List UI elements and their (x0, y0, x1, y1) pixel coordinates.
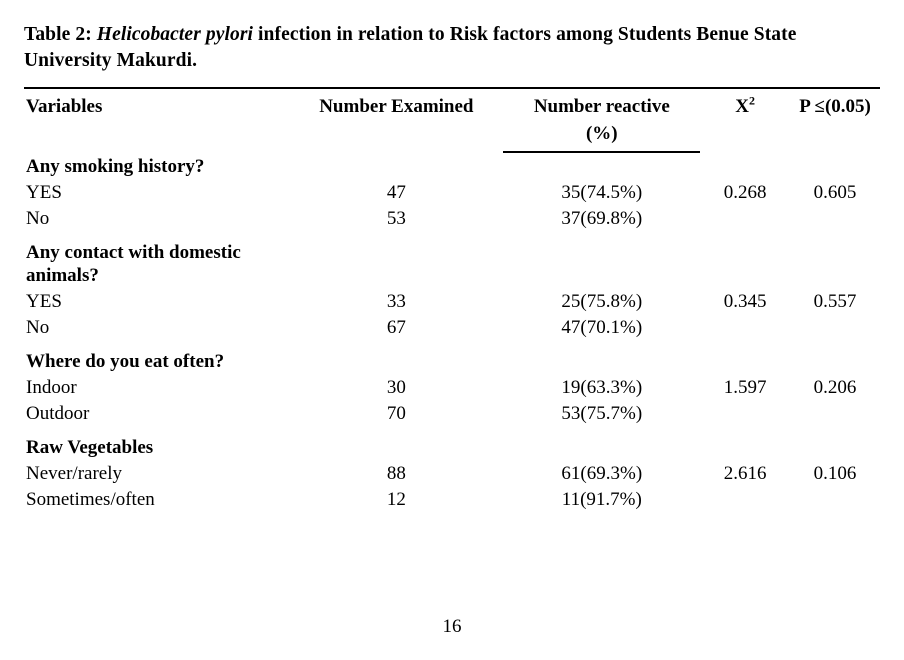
group-spacer (503, 232, 700, 289)
row-variable: Sometimes/often (26, 489, 155, 511)
group-spacer (503, 341, 700, 375)
risk-factors-table (24, 87, 880, 513)
row-p-value (790, 206, 880, 232)
row-p-value (790, 401, 880, 427)
row-reactive: 37(69.8%) (561, 208, 643, 230)
group-spacer (700, 152, 790, 180)
group-title-raw-vegetables: Raw Vegetables (26, 437, 154, 459)
group-title-domestic-animals: Any contact with domestic animals? (26, 242, 241, 286)
column-header-number-reactive-sub: (%) (503, 123, 700, 152)
group-title-smoking: Any smoking history? (26, 156, 205, 178)
row-chi-square: 2.616 (723, 463, 767, 485)
caption-rest: infection in relation to Risk factors among Students Benue State University Makurdi. (24, 24, 797, 71)
row-p-value: 0.605 (813, 182, 857, 204)
row-chi-square: 1.597 (723, 377, 767, 399)
group-spacer (289, 427, 503, 461)
row-examined: 33 (386, 291, 406, 313)
row-examined: 88 (386, 463, 406, 485)
group-spacer (289, 232, 503, 289)
table-body (24, 152, 880, 513)
row-examined: 70 (386, 403, 406, 425)
row-examined: 67 (386, 317, 406, 339)
row-reactive: 19(63.3%) (561, 377, 643, 399)
column-header-p-value: P ≤(0.05) (790, 88, 880, 152)
row-variable: YES (26, 291, 62, 313)
column-header-number-reactive: Number reactive (503, 88, 700, 123)
row-examined: 47 (386, 182, 406, 204)
group-spacer (790, 232, 880, 289)
table-row (24, 487, 880, 513)
group-title-eat-often: Where do you eat often? (26, 351, 225, 373)
caption-label: Table 2: (24, 24, 92, 45)
row-chi-square: 0.345 (723, 291, 767, 313)
table-row (24, 341, 880, 375)
table-row (24, 401, 880, 427)
chi-square-exponent: 2 (749, 94, 756, 109)
row-reactive: 35(74.5%) (561, 182, 643, 204)
group-spacer (503, 427, 700, 461)
caption-italic-term: Helicobacter pylori (96, 24, 254, 45)
row-reactive: 47(70.1%) (561, 317, 643, 339)
row-variable: No (26, 317, 50, 339)
group-spacer (700, 427, 790, 461)
table-row (24, 461, 880, 487)
table-header (24, 88, 880, 152)
table-row (24, 289, 880, 315)
row-chi-square (700, 487, 790, 513)
group-spacer (790, 152, 880, 180)
group-spacer (700, 341, 790, 375)
row-variable: Indoor (26, 377, 77, 399)
table-row (24, 180, 880, 206)
group-spacer (790, 341, 880, 375)
table-row (24, 206, 880, 232)
row-examined: 30 (386, 377, 406, 399)
table-row (24, 375, 880, 401)
table-row (24, 232, 880, 289)
table-row (24, 315, 880, 341)
chi-square-symbol: X (735, 96, 750, 118)
row-p-value (790, 315, 880, 341)
row-chi-square (700, 206, 790, 232)
row-p-value: 0.557 (813, 291, 857, 313)
row-chi-square (700, 315, 790, 341)
row-examined: 12 (386, 489, 406, 511)
table-caption (24, 22, 880, 73)
page-number: 16 (442, 616, 462, 637)
group-spacer (289, 341, 503, 375)
row-p-value: 0.106 (813, 463, 857, 485)
row-chi-square: 0.268 (723, 182, 767, 204)
row-p-value (790, 487, 880, 513)
row-p-value: 0.206 (813, 377, 857, 399)
row-variable: YES (26, 182, 62, 204)
row-examined: 53 (386, 208, 406, 230)
row-variable: No (26, 208, 50, 230)
row-chi-square (700, 401, 790, 427)
group-spacer (790, 427, 880, 461)
table-row (24, 152, 880, 180)
column-header-chi-square (700, 88, 790, 152)
row-reactive: 11(91.7%) (561, 489, 642, 511)
column-header-variables: Variables (24, 88, 289, 152)
row-reactive: 25(75.8%) (561, 291, 643, 313)
row-reactive: 61(69.3%) (561, 463, 643, 485)
row-reactive: 53(75.7%) (561, 403, 643, 425)
table-row (24, 427, 880, 461)
group-spacer (289, 152, 503, 180)
group-spacer (700, 232, 790, 289)
row-variable: Never/rarely (26, 463, 122, 485)
row-variable: Outdoor (26, 403, 90, 425)
group-spacer (503, 152, 700, 180)
column-header-number-examined: Number Examined (289, 88, 503, 152)
